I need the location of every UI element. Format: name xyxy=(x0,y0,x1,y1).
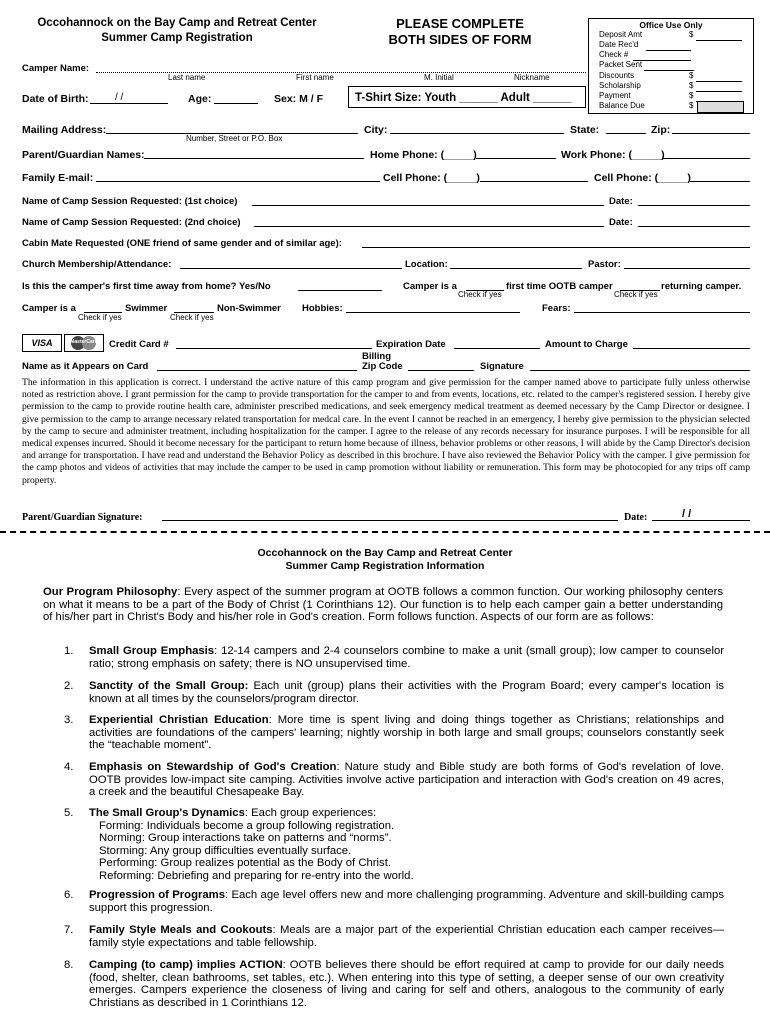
office-row-label: Payment xyxy=(599,91,631,100)
name-on-card-field[interactable] xyxy=(157,370,357,371)
signature-label: Signature xyxy=(480,361,524,372)
cell-phone-2-field[interactable] xyxy=(690,181,750,182)
item-number: 6. xyxy=(64,889,74,901)
swimmer-camper-is-a-label: Camper is a xyxy=(22,303,76,314)
age-field[interactable] xyxy=(214,103,258,104)
please-line-2: BOTH SIDES OF FORM xyxy=(388,32,532,47)
zip-field[interactable] xyxy=(672,133,750,134)
billing-label: Billing xyxy=(362,351,392,362)
session-1-date-label: Date: xyxy=(609,196,633,207)
camper-is-a-label: Camper is a xyxy=(403,281,457,292)
group-stage: Performing: Group realizes potential as the Body of Christ. xyxy=(99,857,391,870)
home-phone-label: Home Phone: (_____) xyxy=(370,149,477,161)
pastor-label: Pastor: xyxy=(588,259,621,270)
group-stage: Forming: Individuals become a group following registration. xyxy=(99,819,395,832)
location-label: Location: xyxy=(405,259,448,270)
item-text: : More time is spent living and doing things together as Christians; relationships and activities are foundations of the campers' learning; nightly worship in both large and small groups; counselors constantly seek the “teachable moment”. xyxy=(89,714,724,752)
philosophy-title: Our Program Philosophy xyxy=(43,586,178,598)
cabin-mate-label: Cabin Mate Requested (ONE friend of same gender and of similar age): xyxy=(22,238,342,249)
session-2-field[interactable] xyxy=(254,226,604,227)
sig-date-separators: / / xyxy=(682,508,692,520)
mastercard-logo xyxy=(64,334,104,352)
first-ootb-label: first time OOTB camper xyxy=(506,281,613,292)
please-complete-notice xyxy=(355,16,565,48)
middle-initial-caption: M. Initial xyxy=(424,73,454,82)
item-text: : Nature study and Bible study are both forms of God's revelation of love. OOTB provides low-impact site camping. Activities involve active participation and interaction with God's creation on 49 acres, a creek and the beautiful Chesapeake Bay. xyxy=(89,761,724,799)
info-title xyxy=(0,547,770,573)
mailing-label: Mailing Address: xyxy=(22,124,107,136)
mastercard-text: MasterCard xyxy=(70,339,98,345)
item-text: : Each age level offers new and more challenging programming. Adventure and skill-building camps support this progression. xyxy=(89,889,724,914)
work-phone-label: Work Phone: (_____) xyxy=(561,149,665,161)
session-1-label: Name of Camp Session Requested: (1st choice) xyxy=(22,196,238,207)
info-title-line-1: Occohannock on the Bay Camp and Retreat Center xyxy=(257,547,513,559)
returning-label: returning camper. xyxy=(661,281,742,292)
office-row-value: $ xyxy=(689,30,694,39)
office-row-value: $ xyxy=(689,101,694,110)
item-title: The Small Group's Dynamics xyxy=(89,807,245,819)
age-label: Age: xyxy=(188,93,212,105)
info-title-line-2: Summer Camp Registration Information xyxy=(285,560,485,572)
email-field[interactable] xyxy=(96,181,380,182)
office-row-label: Check # xyxy=(599,50,629,59)
cut-line xyxy=(0,531,770,533)
tshirt-size-box[interactable]: T-Shirt Size: Youth ______ Adult ______ xyxy=(348,86,586,108)
billing-zip-field[interactable] xyxy=(408,370,474,371)
home-phone-field[interactable] xyxy=(476,158,556,159)
item-number: 2. xyxy=(64,680,74,692)
item-text: Each unit (group) plans their activities with the Program Board; every camper's location is known at all times by the counselors/program director. xyxy=(89,680,724,705)
state-field[interactable] xyxy=(606,133,646,134)
fears-label: Fears: xyxy=(542,303,571,314)
dob-field[interactable] xyxy=(90,103,168,104)
check-if-yes-caption: Check if yes xyxy=(78,313,122,322)
non-swimmer-label: Non-Swimmer xyxy=(217,303,281,314)
item-number: 3. xyxy=(64,714,74,726)
first-name-caption: First name xyxy=(296,73,334,82)
form-title: Summer Camp Registration xyxy=(101,32,253,44)
hobbies-label: Hobbies: xyxy=(302,303,343,314)
email-label: Family E-mail: xyxy=(22,172,94,184)
item-title: Emphasis on Stewardship of God's Creation xyxy=(89,761,337,773)
session-1-field[interactable] xyxy=(252,205,604,206)
office-row-label: Discounts xyxy=(599,71,635,80)
office-row-label: Date Rec'd xyxy=(599,40,639,49)
first-time-field[interactable] xyxy=(298,290,382,291)
church-label: Church Membership/Attendance: xyxy=(22,259,172,270)
item-title: Small Group Emphasis xyxy=(89,645,215,657)
item-title: Sanctity of the Small Group: xyxy=(89,680,249,692)
work-phone-field[interactable] xyxy=(662,158,750,159)
item-title: Camping (to camp) implies ACTION xyxy=(89,959,283,971)
expiration-label: Expiration Date xyxy=(376,339,446,350)
parent-names-field[interactable] xyxy=(144,158,364,159)
group-stage: Storming: Any group difficulties eventually surface. xyxy=(99,844,352,857)
session-2-date-field[interactable] xyxy=(638,226,750,227)
please-line-1: PLEASE COMPLETE xyxy=(396,16,524,31)
check-if-yes-caption: Check if yes xyxy=(614,290,658,299)
state-label: State: xyxy=(570,124,600,136)
item-number: 8. xyxy=(64,959,74,971)
office-row-label: Balance Due xyxy=(599,101,645,110)
office-row-label: Packet Sent xyxy=(599,60,643,69)
name-on-card-label: Name as it Appears on Card xyxy=(22,361,149,372)
fears-field[interactable] xyxy=(574,312,750,313)
group-stage: Norming: Group interactions take on patterns and “norms”. xyxy=(99,832,392,845)
session-2-label: Name of Camp Session Requested: (2nd choice) xyxy=(22,217,241,228)
cell-phone-label: Cell Phone: (_____) xyxy=(383,172,480,184)
amount-label: Amount to Charge xyxy=(545,339,628,350)
item-number: 5. xyxy=(64,807,74,819)
hobbies-field[interactable] xyxy=(346,312,520,313)
item-title: Family Style Meals and Cookouts xyxy=(89,924,273,936)
parent-signature-field[interactable] xyxy=(162,520,618,521)
last-name-caption: Last name xyxy=(168,73,206,82)
camper-name-label: Camper Name: xyxy=(22,63,90,74)
card-signature-field[interactable] xyxy=(530,370,750,371)
church-field[interactable] xyxy=(180,268,402,269)
group-stage: Reforming: Debriefing and preparing for re-entry into the world. xyxy=(99,869,414,882)
program-philosophy xyxy=(43,586,723,624)
cabin-mate-field[interactable] xyxy=(362,247,750,248)
org-title xyxy=(22,16,332,46)
cell-phone-2-label: Cell Phone: (_____) xyxy=(594,172,691,184)
credit-card-label: Credit Card # xyxy=(109,339,169,350)
city-field[interactable] xyxy=(390,133,564,134)
swimmer-label: Swimmer xyxy=(125,303,168,314)
city-label: City: xyxy=(364,124,388,136)
office-row-value: $ xyxy=(689,91,694,100)
office-row-label: Scholarship xyxy=(599,81,641,90)
item-title: Experiential Christian Education xyxy=(89,714,269,726)
session-1-date-field[interactable] xyxy=(638,205,750,206)
dob-label: Date of Birth: xyxy=(22,93,89,105)
item-text: : 12-14 campers and 2-4 counselors combine to make a unit (small group); low camper to counselor ratio; strong emphasis on safety; there is NO unsupervised time. xyxy=(89,645,724,670)
check-if-yes-caption: Check if yes xyxy=(458,290,502,299)
item-text: : Each group experiences: xyxy=(244,807,377,819)
item-text: : OOTB believes there should be effort required at camp to provide for our daily needs (food, shelter, clean bathrooms, set tables, etc.). When entering into this type of setting, a deeper sense of our own creativity emerges. Campers experience the closeness of living and caring for self and others, analogous to the community of early Christians as described in 1 Corinthians 12. xyxy=(89,959,724,1009)
item-title: Progression of Programs xyxy=(89,889,225,901)
office-row-value: $ xyxy=(689,81,694,90)
location-field[interactable] xyxy=(450,268,582,269)
office-row-label: Deposit Amt xyxy=(599,30,643,39)
item-number: 1. xyxy=(64,645,74,657)
item-number: 4. xyxy=(64,761,74,773)
mailing-caption: Number, Street or P.O. Box xyxy=(186,134,283,143)
sig-date-field[interactable] xyxy=(652,520,750,521)
item-number: 7. xyxy=(64,924,74,936)
parent-signature-label: Parent/Guardian Signature: xyxy=(22,512,143,523)
consent-statement: The information in this application is correct. I understand the active nature of this camp program and give permission for the camper named above to participate fully unless otherwise noted as restriction above. I grant permission for the camp to provide transportation for the camper to and from events, locations, etc. related to the camper's registered session. I hereby give permission to the camp to provide routine health care, administer prescribed medications, and seek emergency medical treatment as deemed necessary by the Camp Director or designee. I give permission to the camp to arrange necessary related transportation for medcal care. In the event I cannot be reached in an emergency, I hereby give permission to the physician selected by the camp to secure and administer treatment, including hospitalization for the camper. I agree to the release of any records necessary for insurance purposes. I will be responsible for all medical expenses incurred. Should it become necessary for the participant to return home because of illness, behavior problems or other reasons, I will abide by the Camp Director's decision and arrange for transportation. I have read and understand the Behavior Policy as described in this brochure. I have also reviewed the Behavior Policy with the camper. I give permission for the camp photos and videos of activities that may include the camper to be used in camp promotion without liability or remuneration. This form may be photocopied for any trips off camp property. xyxy=(22,377,750,486)
zip-label: Zip: xyxy=(651,124,671,136)
nickname-caption: Nickname xyxy=(514,73,550,82)
billing-zip-label: Zip Code xyxy=(362,361,403,372)
org-name: Occohannock on the Bay Camp and Retreat Center xyxy=(37,17,317,29)
philosophy-text: : Every aspect of the summer program at OOTB follows a common function. Our working philosophy centers on what it means to be a part of the Body of Christ (1 Corinthians 12). Our function is to help each camper gain a better understanding of his/her part in Christ's Body and his/her role in God's creation. Form follows function. Aspects of our form are as follows: xyxy=(43,586,724,624)
dob-separators: / / xyxy=(115,92,124,103)
office-row-value: $ xyxy=(689,71,694,80)
item-text: : Meals are a major part of the experiential Christian education each camper receives—family style expectations and table fellowship. xyxy=(89,924,724,949)
office-use-box xyxy=(588,18,754,114)
visa-logo: VISA xyxy=(22,334,62,352)
credit-card-field[interactable] xyxy=(176,348,372,349)
sig-date-label: Date: xyxy=(624,512,648,523)
office-use-title: Office Use Only xyxy=(639,20,703,30)
amount-field[interactable] xyxy=(633,348,750,349)
pastor-field[interactable] xyxy=(624,268,750,269)
check-if-yes-caption: Check if yes xyxy=(170,313,214,322)
sex-label[interactable]: Sex: M / F xyxy=(274,93,324,105)
parent-names-label: Parent/Guardian Names: xyxy=(22,149,145,161)
session-2-date-label: Date: xyxy=(609,217,633,228)
first-time-label: Is this the camper's first time away from home? Yes/No xyxy=(22,281,271,292)
cell-phone-field[interactable] xyxy=(480,181,588,182)
expiration-field[interactable] xyxy=(454,348,540,349)
